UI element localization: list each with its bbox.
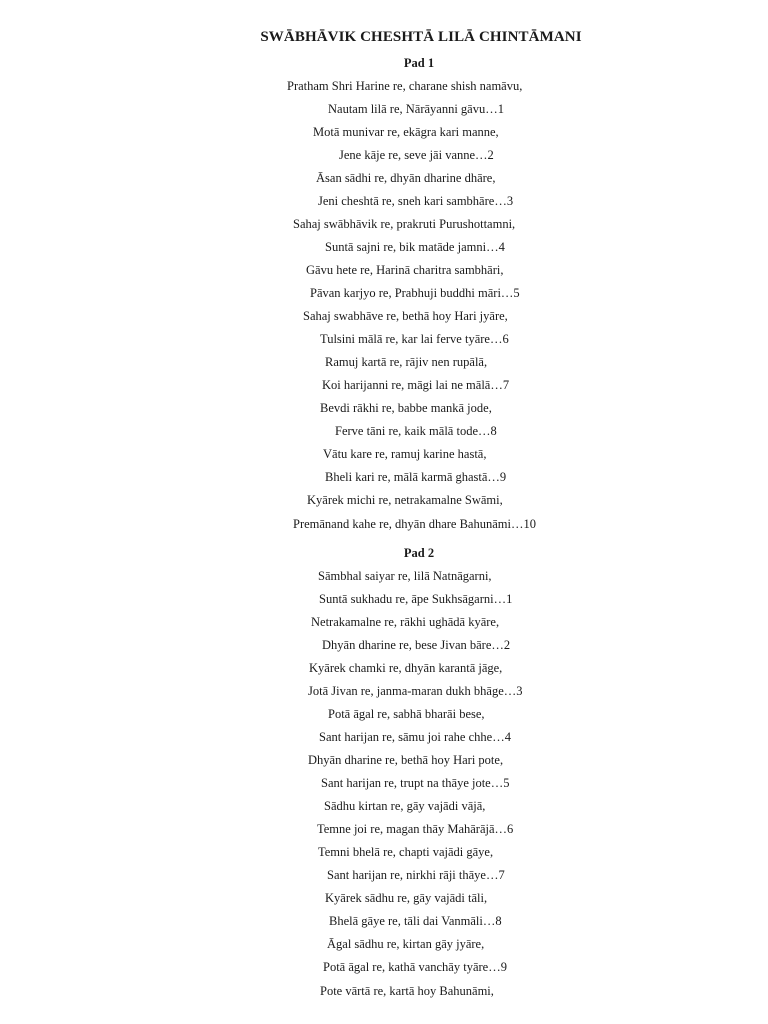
document-title: SWĀBHĀVIK CHESHTĀ LILĀ CHINTĀMANI (260, 29, 582, 45)
verse-line: Kyārek chamki re, dhyān karantā jāge, (309, 661, 503, 675)
verse-line: Ramuj kartā re, rājiv nen rupālā, (325, 355, 488, 369)
verse-line: Potā āgal re, kathā vanchāy tyāre…9 (323, 960, 507, 974)
verse-line: Bevdi rākhi re, babbe mankā jode, (320, 401, 492, 415)
verse-line: Gāvu hete re, Harinā charitra sambhāri, (306, 263, 504, 277)
verse-line: Sādhu kirtan re, gāy vajādi vājā, (324, 799, 486, 813)
verse-line: Tulsini mālā re, kar lai ferve tyāre…6 (320, 332, 509, 346)
verse-line: Motā munivar re, ekāgra kari manne, (313, 125, 499, 139)
verse-line: Temne joi re, magan thāy Mahārājā…6 (317, 822, 514, 836)
verse-line: Dhyān dharine re, bese Jivan bāre…2 (322, 638, 511, 652)
verse-line: Jeni cheshtā re, sneh kari sambhāre…3 (318, 194, 514, 208)
verse-line: Suntā sajni re, bik matāde jamni…4 (325, 240, 505, 254)
verse-line: Temni bhelā re, chapti vajādi gāye, (318, 845, 494, 859)
verse-line: Vātu kare re, ramuj karine hastā, (323, 447, 487, 461)
verse-line: Premānand kahe re, dhyān dhare Bahunāmi…10 (293, 517, 536, 531)
verse-line: Suntā sukhadu re, āpe Sukhsāgarni…1 (319, 592, 513, 606)
verse-line: Koi harijanni re, māgi lai ne mālā…7 (322, 378, 510, 392)
verse-line: Ferve tāni re, kaik mālā tode…8 (335, 424, 497, 438)
verse-line: Netrakamalne re, rākhi ughādā kyāre, (311, 615, 500, 629)
verse-line: Āsan sādhi re, dhyān dharine dhāre, (316, 171, 496, 185)
verse-line: Bheli kari re, mālā karmā ghastā…9 (325, 470, 507, 484)
verse-line: Pote vārtā re, kartā hoy Bahunāmi, (320, 984, 494, 998)
verse-line: Pratham Shri Harine re, charane shish namāvu, (287, 79, 523, 93)
pad-2-heading: Pad 2 (403, 546, 435, 560)
verse-line: Sāmbhal saiyar re, lilā Natnāgarni, (318, 569, 492, 583)
verse-line: Kyārek michi re, netrakamalne Swāmi, (307, 493, 503, 507)
verse-line: Jene kāje re, seve jāi vanne…2 (339, 148, 494, 162)
verse-line: Sant harijan re, trupt na thāye jote…5 (321, 776, 510, 790)
verse-line: Pāvan karjyo re, Prabhuji buddhi māri…5 (310, 286, 520, 300)
verse-line: Dhyān dharine re, bethā hoy Hari pote, (308, 753, 504, 767)
verse-line: Sant harijan re, nirkhi rāji thāye…7 (327, 868, 505, 882)
verse-line: Kyārek sādhu re, gāy vajādi tāli, (325, 891, 488, 905)
verse-line: Sahaj swabhāve re, bethā hoy Hari jyāre, (303, 309, 508, 323)
verse-line: Sahaj swābhāvik re, prakruti Purushottamni, (293, 217, 516, 231)
verse-line: Bhelā gāye re, tāli dai Vanmāli…8 (329, 914, 502, 928)
verse-line: Āgal sādhu re, kirtan gāy jyāre, (327, 937, 485, 951)
verse-line: Sant harijan re, sāmu joi rahe chhe…4 (319, 730, 511, 744)
verse-line: Jotā Jivan re, janma-maran dukh bhāge…3 (308, 684, 523, 698)
verse-line: Potā āgal re, sabhā bharāi bese, (328, 707, 485, 721)
verse-line: Nautam lilā re, Nārāyanni gāvu…1 (328, 102, 504, 116)
pad-1-heading: Pad 1 (403, 56, 435, 70)
